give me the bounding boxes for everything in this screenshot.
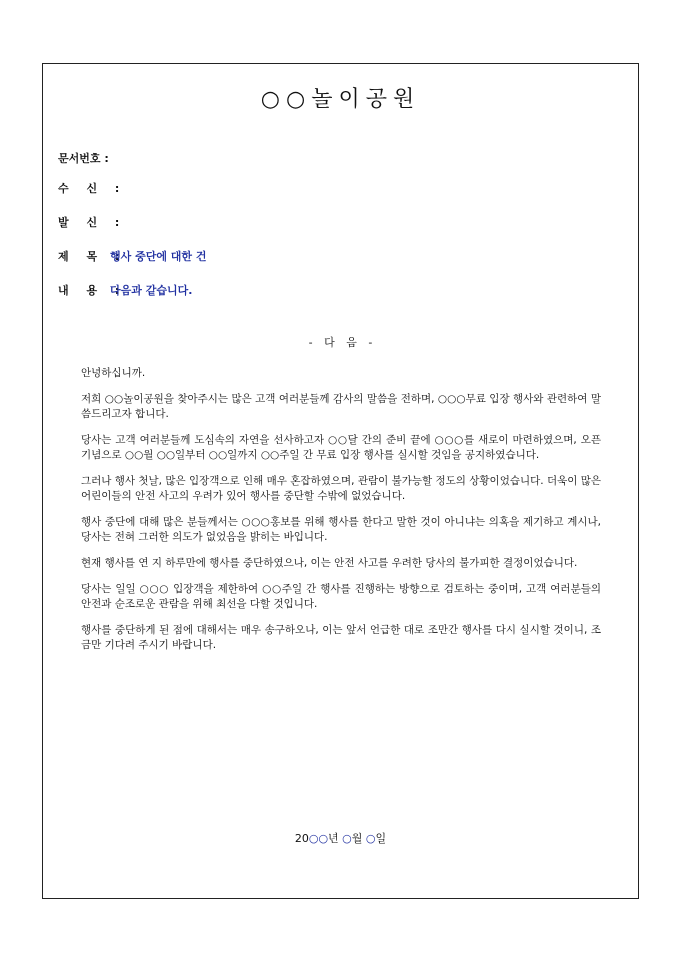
paragraph: 당사는 일일 ○○○ 입장객을 제한하여 ○○주일 간 행사를 진행하는 방향으로 검토하는 중이며, 고객 여러분들의 안전과 순조로운 관람을 위해 최선을 다할 것입니다. (81, 583, 601, 610)
field-document-number (58, 150, 110, 166)
field-recipient (58, 180, 120, 196)
field-sender (58, 214, 120, 230)
field-label: 내 용 : (58, 284, 120, 297)
date-prefix: 20 (294, 832, 309, 845)
field-value: 다음과 같습니다. (110, 284, 193, 297)
document-title: ○○놀이공원 (260, 87, 421, 112)
field-label: 제 목 : (58, 250, 120, 263)
date-day-mark: ○ (365, 832, 376, 845)
field-label: 발 신 : (58, 216, 120, 229)
field-value: 행사 중단에 대한 건 (110, 250, 207, 263)
date-month-unit: 월 (351, 832, 366, 845)
date-year-unit: 년 (328, 832, 343, 845)
field-subject (58, 248, 207, 264)
paragraph: 당사는 고객 여러분들께 도심속의 자연을 선사하고자 ○○달 간의 준비 끝에 ○○○를 새로이 마련하였으며, 오픈 기념으로 ○○월 ○○일부터 ○○일까지 ○○주일 간 무료 입장 행사를 실시할 것임을 공지하였습니다. (81, 434, 601, 461)
field-label: 수 신 : (58, 182, 120, 195)
field-content (58, 282, 192, 298)
paragraph: 저희 ○○놀이공원을 찾아주시는 많은 고객 여러분들께 감사의 말씀을 전하며, ○○○무료 입장 행사와 관련하여 말씀드리고자 합니다. (81, 393, 601, 420)
paragraph: 현재 행사를 연 지 하루만에 행사를 중단하였으나, 이는 안전 사고를 우려한 당사의 불가피한 결정이었습니다. (81, 557, 578, 569)
date-year-mark: ○○ (308, 832, 329, 845)
document-frame (42, 63, 639, 899)
paragraph: 행사 중단에 대해 많은 분들께서는 ○○○홍보를 위해 행사를 한다고 말한 것이 아니냐는 의혹을 제기하고 계시나, 당사는 전혀 그러한 의도가 없었음을 밝히는 바입니다. (81, 516, 601, 543)
date-month-mark: ○ (342, 832, 352, 845)
date-day-unit: 일 (375, 832, 387, 845)
paragraph-greeting: 안녕하십니까. (81, 367, 146, 379)
field-label: 문서번호 : (58, 152, 109, 165)
section-heading: - 다 음 - (308, 336, 373, 349)
document-date (43, 830, 638, 846)
paragraph: 그러나 행사 첫날, 많은 입장객으로 인해 매우 혼잡하였으며, 관람이 불가능할 정도의 상황이었습니다. 더욱이 많은 어린이들의 안전 사고의 우려가 있어 행사를 중단할 수밖에 없었습니다. (81, 475, 601, 502)
body-text (81, 366, 601, 664)
paragraph: 행사를 중단하게 된 점에 대해서는 매우 송구하오나, 이는 앞서 언급한 대로 조만간 행사를 다시 실시할 것이니, 조금만 기다려 주시기 바랍니다. (81, 624, 601, 651)
